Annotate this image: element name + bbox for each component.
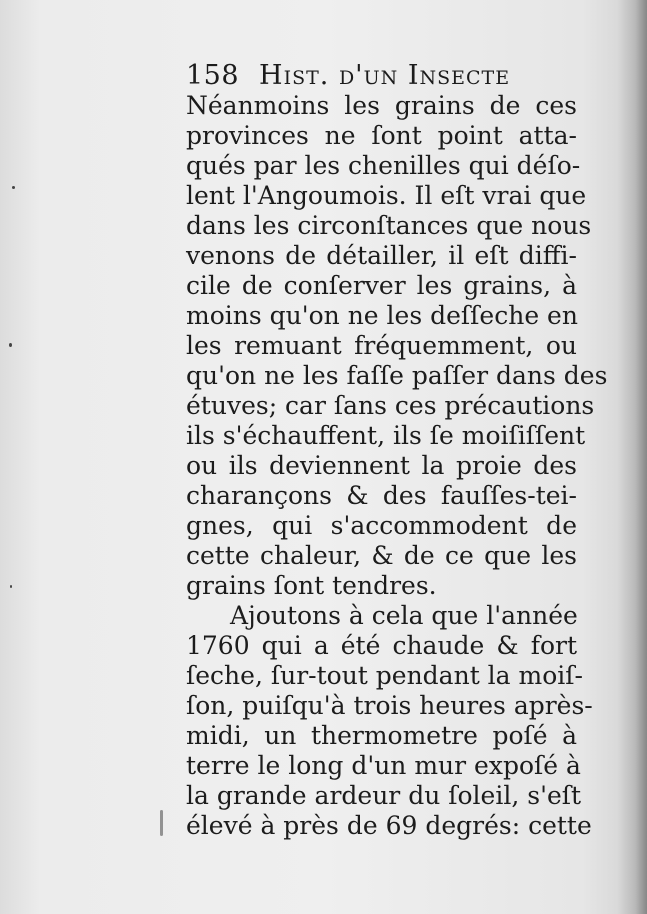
paper-speck — [10, 585, 12, 588]
text-line: charançons & des fauſſes-tei- — [186, 481, 577, 510]
paper-speck — [9, 343, 12, 347]
text-line: venons de détailler, il eſt diffi- — [186, 241, 577, 270]
text-line: dans les circonſtances que nous — [186, 211, 592, 240]
page-number: 158 — [186, 60, 240, 91]
text-line: midi, un thermometre poſé à — [186, 721, 577, 750]
text-line: ſon, puiſqu'à trois heures après- — [186, 691, 593, 720]
text-line: 1760 qui a été chaude & fort — [186, 631, 577, 660]
text-line: lent l'Angoumois. Il eſt vrai que — [186, 181, 587, 210]
text-line: moins qu'on ne les deſſeche en — [186, 301, 578, 330]
running-header — [186, 60, 510, 91]
text-line: grains ſont tendres. — [186, 571, 437, 600]
text-line: cette chaleur, & de ce que les — [186, 541, 577, 570]
text-line: les remuant fréquemment, ou — [186, 331, 577, 360]
text-line: qués par les chenilles qui déſo- — [186, 151, 581, 180]
text-line: provinces ne ſont point atta- — [186, 121, 577, 150]
text-line: ou ils deviennent la proie des — [186, 451, 577, 480]
text-line: élevé à près de 69 degrés: cette — [186, 811, 592, 840]
page-gutter-shadow — [617, 0, 647, 914]
text-line: cile de conſerver les grains, à — [186, 271, 577, 300]
text-line: ſeche, ſur-tout pendant la moiſ- — [186, 661, 583, 690]
text-line: ils s'échauffent, ils ſe moiſiſſent — [186, 421, 586, 450]
text-line: étuves; car ſans ces précautions — [186, 391, 595, 420]
running-title: Hist. d'un Insecte — [259, 60, 511, 91]
margin-mark — [160, 810, 163, 836]
text-line: la grande ardeur du ſoleil, s'eſt — [186, 781, 582, 810]
text-line: terre le long d'un mur expoſé à — [186, 751, 581, 780]
text-line: Néanmoins les grains de ces — [186, 91, 577, 120]
text-line: qu'on ne les faſſe paſſer dans des — [186, 361, 608, 390]
text-line: gnes, qui s'accommodent de — [186, 511, 577, 540]
paper-speck — [12, 186, 15, 189]
paragraph-start-line: Ajoutons à cela que l'année — [230, 601, 578, 630]
